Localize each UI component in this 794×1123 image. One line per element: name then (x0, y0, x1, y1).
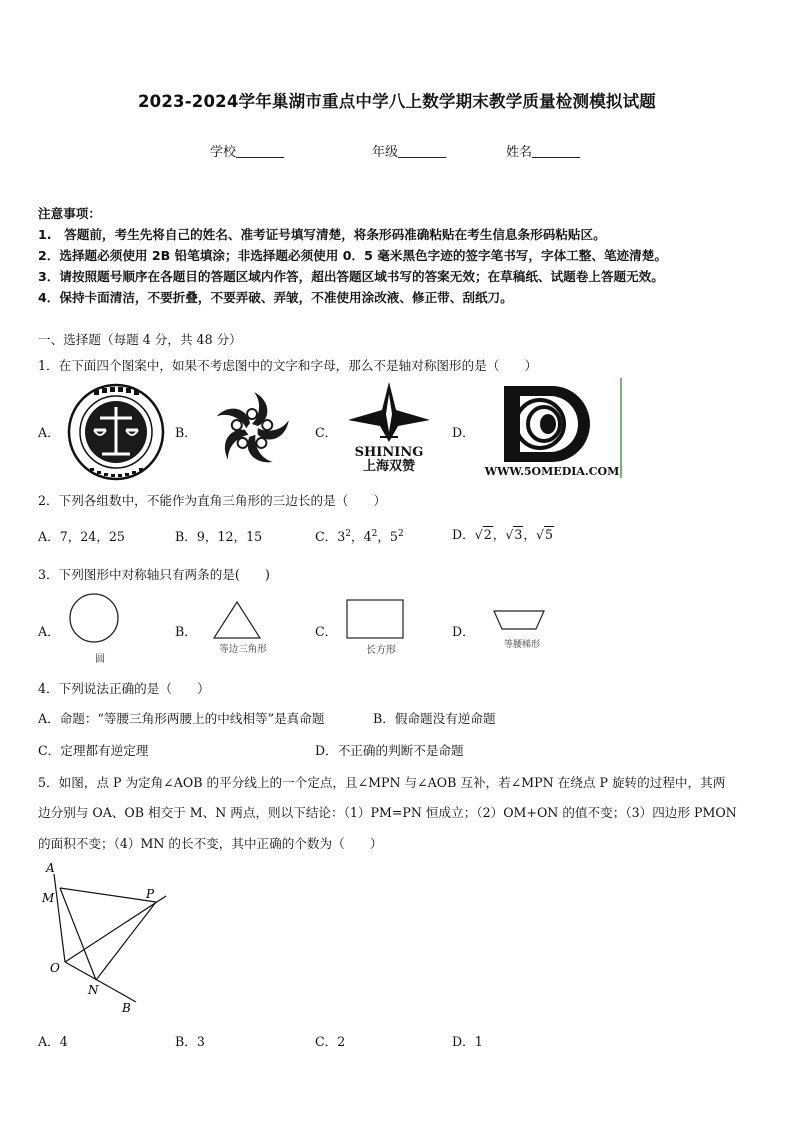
q3-option-d[interactable]: D． (452, 624, 475, 639)
q2-option-a[interactable]: A．7，24，25 (38, 529, 125, 544)
svg-text:N: N (88, 983, 99, 997)
q3-option-a[interactable]: A． (38, 624, 60, 639)
q2-option-b[interactable]: B．9，12，15 (175, 529, 263, 544)
question-5-stem: 的面积不变；（4）MN 的长不变，其中正确的个数为（ ） (38, 836, 383, 851)
svg-text:P: P (146, 887, 155, 901)
q5-option-d[interactable]: D．1 (452, 1034, 483, 1049)
q1-option-c[interactable]: C． (315, 425, 338, 440)
svg-text:B: B (122, 1001, 131, 1015)
svg-text:M: M (42, 891, 55, 905)
svg-text:等腰梯形: 等腰梯形 (503, 640, 541, 650)
logo-c-text-cn: 上海双赞 (362, 459, 416, 472)
question-5-stem: 边分别与 OA、OB 相交于 M、N 两点，则以下结论：（1）PM=PN 恒成立；（2）OM+ON 的值不变；（3）四边形 PMON (38, 805, 737, 820)
q4-option-d[interactable]: D．不正确的判断不是命题 (315, 743, 464, 758)
sqrt-icon: √ (505, 527, 514, 542)
q5-option-b[interactable]: B．3 (175, 1034, 205, 1049)
q1-option-d[interactable]: D． (452, 425, 475, 440)
name-field[interactable]: 姓名 (506, 141, 580, 160)
isosceles-trapezoid-figure (490, 607, 550, 655)
svg-text:A: A (46, 861, 55, 875)
q1-option-b[interactable]: B． (175, 425, 197, 440)
q4-option-a[interactable]: A．命题：“等腰三角形两腰上的中线相等”是真命题 (38, 711, 325, 726)
svg-text:长方形: 长方形 (366, 645, 396, 656)
notice-item: 2．选择题必须使用 2B 铅笔填涂；非选择题必须使用 0．5 毫米黑色字迹的签字笔书写，字体工整、笔迹清楚。 (38, 248, 667, 263)
equilateral-triangle-figure (206, 598, 276, 658)
svg-text:O: O (50, 961, 60, 975)
rectangle-figure (344, 597, 408, 659)
question-4-stem: 4．下列说法正确的是（ ） (38, 681, 210, 696)
logo-d-text: WWW.5OMEDIA.COM (484, 465, 620, 478)
school-field[interactable]: 学校 (210, 141, 284, 160)
question-2-stem: 2．下列各组数中，不能作为直角三角形的三边长的是（ ） (38, 493, 387, 508)
q5-option-a[interactable]: A．4 (38, 1034, 68, 1049)
notice-item: 1. 答题前，考生先将自己的姓名、准考证号填写清楚，将条形码准确粘贴在考生信息条形码粘贴区。 (38, 227, 606, 242)
logo-c-text-en: SHINING (354, 445, 424, 460)
media-d-logo (482, 378, 627, 480)
q4-option-c[interactable]: C．定理都有逆定理 (38, 743, 149, 758)
question-1-stem: 1．在下面四个图案中，如果不考虑图中的文字和字母，那么不是轴对称图形的是（ ） (38, 358, 538, 373)
swirl-logo (210, 388, 294, 472)
q3-option-c[interactable]: C． (315, 624, 338, 639)
notice-item: 4．保持卡面清洁，不要折叠，不要弄破、弄皱，不准使用涂改液、修正带、刮纸刀。 (38, 290, 513, 305)
q4-option-b[interactable]: B．假命题没有逆命题 (373, 711, 496, 726)
q2-option-d[interactable]: D．√2，√3，√5 (452, 527, 554, 542)
grade-field[interactable]: 年级 (372, 141, 446, 160)
q1-option-a[interactable]: A． (38, 425, 60, 440)
sqrt-icon: √ (535, 527, 545, 542)
q5-option-c[interactable]: C．2 (315, 1034, 346, 1049)
sqrt-icon: √ (474, 527, 483, 542)
page-title: 2023-2024学年巢湖市重点中学八上数学期末教学质量检测模拟试题 (138, 92, 656, 111)
question-5-stem: 5．如图，点 P 为定角∠AOB 的平分线上的一个定点，且∠MPN 与∠AOB 互补，若∠MPN 在绕点 P 旋转的过程中，其两 (38, 775, 726, 790)
svg-text:圆: 圆 (95, 654, 105, 665)
notice-item: 3．请按照题号顺序在各题目的答题区域内作答，超出答题区域书写的答案无效；在草稿纸、试题卷上答题无效。 (38, 269, 664, 284)
q3-option-b[interactable]: B． (175, 624, 197, 639)
question-3-stem: 3．下列图形中对称轴只有两条的是( ) (38, 567, 270, 582)
lawyers-seal-logo (66, 382, 166, 482)
notice-heading: 注意事项： (38, 206, 101, 221)
angle-bisector-diagram (38, 858, 178, 1018)
circle-figure (64, 592, 124, 668)
shining-star-logo (346, 380, 432, 472)
section-heading: 一、选择题（每题 4 分，共 48 分） (38, 332, 242, 347)
svg-text:等边三角形: 等边三角形 (219, 644, 267, 655)
q2-option-c[interactable]: C．$3^2$，$4^2$，$5^2$ (315, 529, 404, 544)
